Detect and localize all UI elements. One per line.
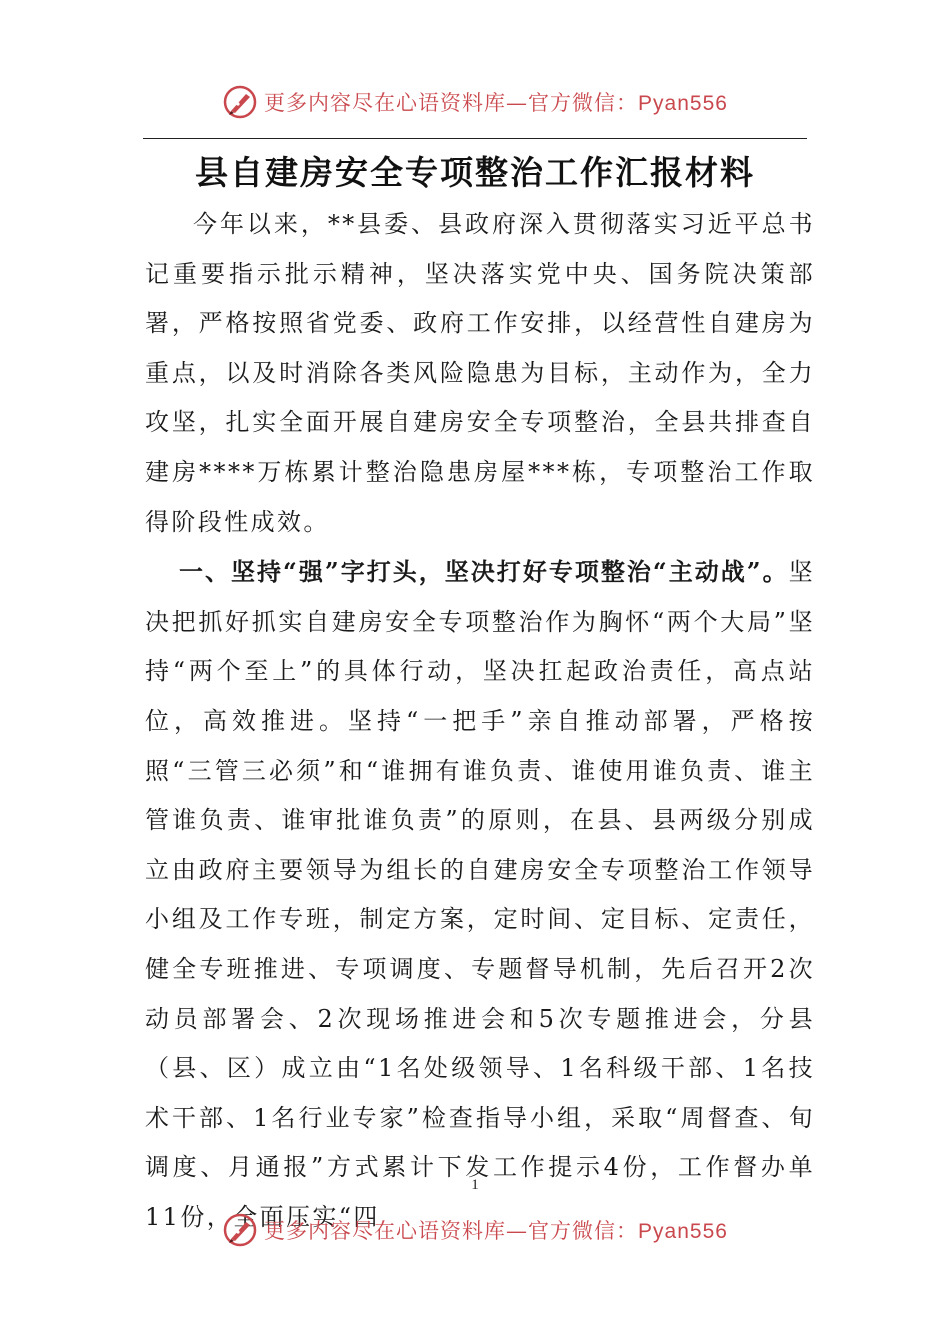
intro-paragraph: 今年以来，**县委、县政府深入贯彻落实习近平总书记重要指示批示精神，坚决落实党中央、国务院决策部署，严格按照省党委、政府工作安排，以经营性自建房为重点，以及时消除各类风险隐患为目标，主动作为，全力攻坚，扎实全面开展自建房安全专项整治，全县共排查自建房****万栋累计整治隐患房屋***栋，专项整治工作取得阶段性成效。 <box>145 210 815 536</box>
document-body <box>145 200 815 1242</box>
document-title: 县自建房安全专项整治工作汇报材料 <box>195 153 755 192</box>
pen-logo-icon <box>222 1212 258 1248</box>
watermark-footer <box>0 1208 950 1252</box>
watermark-text: 更多内容尽在心语资料库—官方微信：Pyan556 <box>264 1219 728 1243</box>
header-rule <box>143 138 807 139</box>
section-1-paragraph <box>145 547 815 1242</box>
pen-logo-icon <box>222 84 258 120</box>
watermark-text: 更多内容尽在心语资料库—官方微信：Pyan556 <box>264 91 728 115</box>
section-1-heading: 一、坚持“强”字打头，坚决打好专项整治“主动战”。 <box>179 557 789 587</box>
page-number: 1 <box>471 1177 479 1193</box>
section-1-body: 坚决把抓好抓实自建房安全专项整治作为胸怀“两个大局”坚持“两个至上”的具体行动，坚决扛起政治责任，高点站位，高效推进。坚持“一把手”亲自推动部署，严格按照“三管三必须”和“谁拥有谁负责、谁使用谁负责、谁主管谁负责、谁审批谁负责”的原则，在县、县两级分别成立由政府主要领导为组长的自建房安全专项整治工作领导小组及工作专班，制定方案，定时间、定目标、定责任，健全专班推进、专项调度、专题督导机制，先后召开2次动员部署会、2次现场推进会和5次专题推进会，分县（县、区）成立由“1名处级领导、1名科级干部、1名技术干部、1名行业专家”检查指导小组，采取“周督查、旬调度、月通报”方式累计下发工作提示4份，工作督办单11份，全面压实“四 <box>145 558 815 1231</box>
watermark-header <box>0 80 950 124</box>
